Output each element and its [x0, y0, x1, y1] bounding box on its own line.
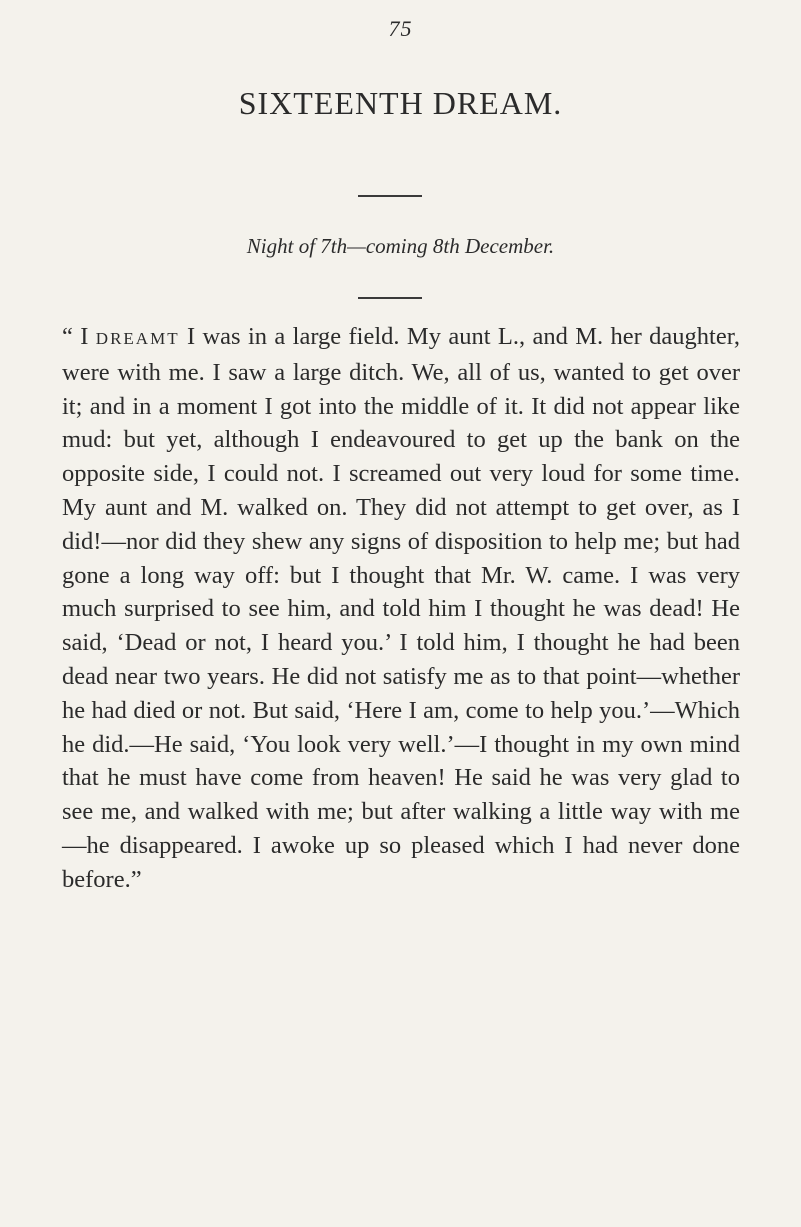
- top-rule: [358, 195, 422, 197]
- body-text: I was in a large field. My aunt L., and M. her daughter, were with me. I saw a large ditch. We, all of us, wanted to get over it; and in a moment I got into the middle of it. It did not appear like mud: but yet, although I endeavoured to get up the bank on the opposite side, I could not. I screamed out very loud for some time. My aunt and M. walked on. They did not attempt to get over, as I did!—nor did they shew any signs of disposition to help me; but had gone a long way off: but I thought that Mr. W. came. I was very much surprised to see him, and told him I thought he was dead! He said, ‘Dead or not, I heard you.’ I told him, I thought he had been dead near two years. He did not satisfy me as to that point—whether he had died or not. But said, ‘Here I am, come to help you.’—Which he did.—He said, ‘You look very well.’—I thought in my own mind that he must have come from heaven! He said he was very glad to see me, and walked with me; but after walking a little way with me—he disappeared. I awoke up so pleased which I had never done before.”: [62, 323, 741, 893]
- page-number: 75: [388, 16, 413, 41]
- bottom-rule: [358, 297, 422, 299]
- small-caps-word: DREAMT: [95, 329, 180, 348]
- body-paragraph: [62, 320, 740, 897]
- subtitle: Night of 7th—coming 8th December.: [246, 234, 555, 258]
- opening-quote: “: [62, 323, 73, 350]
- first-letter: I: [80, 323, 89, 350]
- chapter-title: SIXTEENTH DREAM.: [238, 85, 563, 121]
